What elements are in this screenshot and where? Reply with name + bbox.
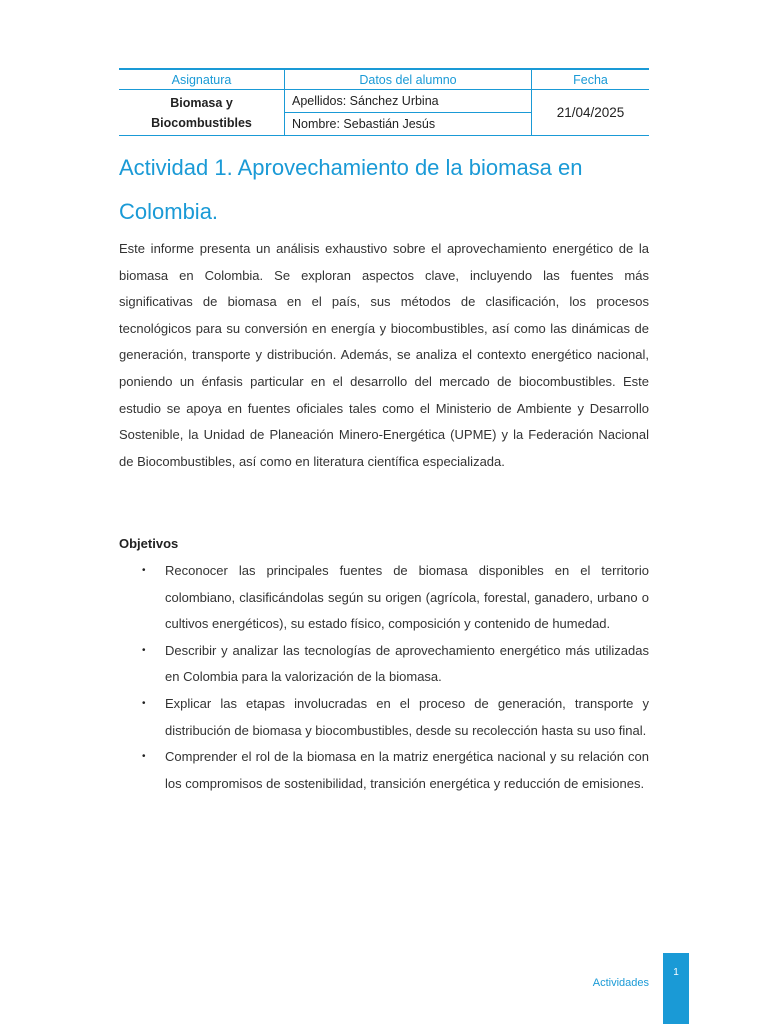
objectives-heading: Objetivos bbox=[119, 536, 179, 551]
header-table bbox=[119, 68, 649, 136]
header-values-row bbox=[119, 90, 649, 136]
footer-label: Actividades bbox=[592, 977, 649, 989]
objectives-list bbox=[142, 558, 649, 797]
bullet-icon: • bbox=[142, 644, 146, 656]
header-date: Fecha bbox=[532, 69, 650, 90]
bullet-icon: • bbox=[142, 751, 146, 763]
page-number-tab bbox=[663, 953, 689, 1024]
list-item bbox=[142, 744, 649, 797]
list-item bbox=[142, 691, 649, 744]
intro-paragraph: Este informe presenta un análisis exhaustivo sobre el aprovechamiento energético de la biomasa en Colombia. Se exploran aspectos clave, incluyendo las fuentes más significativas de biomasa en el país, sus métodos de clasificación, los procesos tecnológicos para su conversión en energía y biocombustibles, así como las dinámicas de generación, transporte y distribución. Además, se analiza el contexto energético nacional, poniendo un énfasis particular en el desarrollo del mercado de biocombustibles. Este estudio se apoya en fuentes oficiales tales como el Ministerio de Ambiente y Desarrollo Sostenible, la Unidad de Planeación Minero-Energética (UPME) y la Federación Nacional de Biocombustibles, así como en literatura científica especializada. bbox=[119, 241, 649, 469]
list-item-text: Comprender el rol de la biomasa en la matriz energética nacional y su relación con los compromisos de sostenibilidad, transición energética y reducción de emisiones. bbox=[165, 749, 649, 791]
list-item-text: Describir y analizar las tecnologías de aprovechamiento energético más utilizadas en Colombia para la valorización de la biomasa. bbox=[165, 642, 649, 685]
list-item-text: Explicar las etapas involucradas en el proceso de generación, transporte y distribución de biomasa y biocombustibles, desde su recolección hasta su uso final. bbox=[165, 695, 649, 738]
page-title: Actividad 1. Aprovechamiento de la biomasa en Colombia. bbox=[119, 155, 583, 224]
bullet-icon: • bbox=[142, 565, 146, 576]
list-item bbox=[142, 638, 649, 691]
date-cell: 21/04/2025 bbox=[532, 90, 650, 136]
student-cell bbox=[285, 90, 532, 136]
subject-line-1: Biomasa y bbox=[170, 95, 233, 110]
student-surnames: Apellidos: Sánchez Urbina bbox=[292, 94, 439, 108]
page-number: 1 bbox=[673, 967, 679, 978]
header-subject: Asignatura bbox=[119, 69, 285, 90]
header-row bbox=[119, 69, 649, 90]
subject-line-2: Biocombustibles bbox=[151, 115, 252, 130]
subject-cell bbox=[119, 90, 285, 136]
student-name: Nombre: Sebastián Jesús bbox=[285, 112, 531, 135]
bullet-icon: • bbox=[142, 697, 146, 709]
list-item bbox=[142, 558, 649, 638]
list-item-text: Reconocer las principales fuentes de biomasa disponibles en el territorio colombiano, clasificándolas según su origen (agrícola, forestal, ganadero, urbano o cultivos energéticos), su estado físico, composición y contenido de humedad. bbox=[165, 563, 649, 632]
header-student: Datos del alumno bbox=[285, 69, 532, 90]
